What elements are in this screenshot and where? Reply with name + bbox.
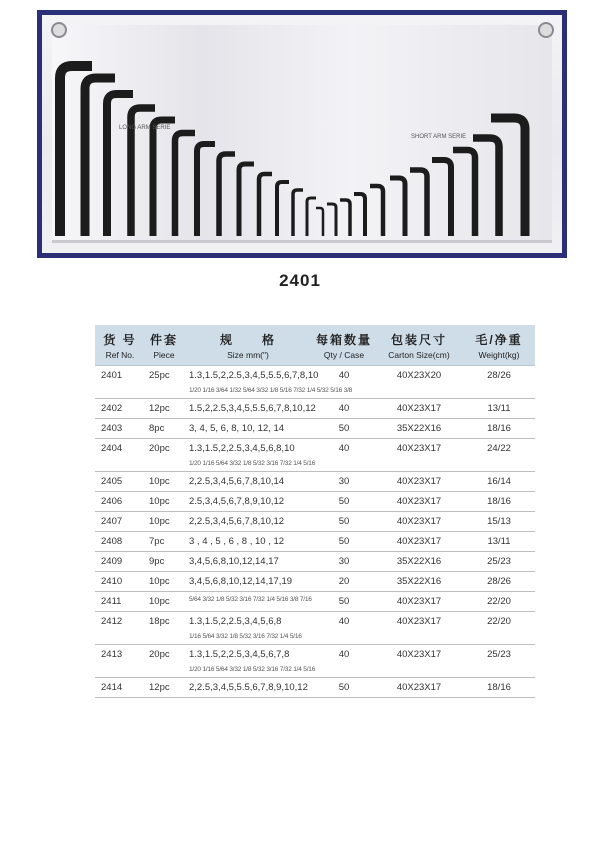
qty-case-cell: 50: [313, 512, 375, 532]
weight-cell: 18/16: [463, 678, 535, 698]
size-metric: 1.3,1.5,2,2.5,3,4,5,6,8,10: [189, 443, 295, 454]
size-metric: 2.5,3,4,5,6,7,8,9,10,12: [189, 496, 285, 507]
ref-no-cell: 2405: [95, 472, 145, 492]
size-cell: [183, 678, 313, 698]
size-metric: 1.3,1.5,2,2.5,3,4,5,6,7,8: [189, 649, 290, 660]
piece-cell: 7pc: [145, 532, 183, 552]
carton-size-cell: 40X23X17: [375, 678, 463, 698]
ref-no-cell: 2404: [95, 439, 145, 472]
size-metric: 1.3,1.5,2,2.5,3,4,5,6,8: [189, 616, 282, 627]
size-metric: 2,2.5,3,4,5,6,7,8,10,12: [189, 516, 285, 527]
qty-case-cell: 40: [313, 366, 375, 399]
size-metric: 1.3,1.5,2,2.5,3,4,5,5.5,6,7,8,10: [189, 370, 319, 381]
table-row: [95, 592, 535, 612]
column-header-en: Ref No.: [105, 349, 135, 360]
size-metric: 3,4,5,6,8,10,12,14,17,19: [189, 576, 293, 587]
weight-cell: 28/26: [463, 572, 535, 592]
column-header-weight: [463, 325, 535, 366]
column-header-cn: 每箱数量: [315, 332, 372, 347]
qty-case-cell: 50: [313, 592, 375, 612]
carton-size-cell: 40X23X17: [375, 645, 463, 678]
qty-case-cell: 50: [313, 532, 375, 552]
piece-cell: 12pc: [145, 399, 183, 419]
size-cell: [183, 512, 313, 532]
weight-cell: 18/16: [463, 492, 535, 512]
carton-size-cell: 40X23X17: [375, 492, 463, 512]
ref-no-cell: 2407: [95, 512, 145, 532]
size-metric: 3 , 4 , 5 , 6 , 8 , 10 , 12: [189, 536, 285, 547]
table-row: [95, 552, 535, 572]
column-header-cn: 包装尺寸: [390, 332, 447, 347]
weight-cell: 25/23: [463, 552, 535, 572]
qty-case-cell: 50: [313, 678, 375, 698]
column-header-en: Weight(kg): [478, 349, 520, 360]
weight-cell: 28/26: [463, 366, 535, 399]
carton-size-cell: 35X22X16: [375, 572, 463, 592]
qty-case-cell: 40: [313, 645, 375, 678]
size-metric: 3,4,5,6,8,10,12,14,17: [189, 556, 279, 567]
qty-case-cell: 30: [313, 552, 375, 572]
hex-key-shape: [453, 150, 475, 236]
qty-case-cell: 20: [313, 572, 375, 592]
table-body: [95, 366, 535, 698]
ref-no-cell: 2410: [95, 572, 145, 592]
ref-no-cell: 2414: [95, 678, 145, 698]
column-header-cn: 毛/净重: [475, 332, 523, 347]
size-cell: [183, 472, 313, 492]
table-row: [95, 645, 535, 678]
column-header-cn: 货 号: [103, 332, 137, 347]
weight-cell: 25/23: [463, 645, 535, 678]
hex-key-shape: [175, 133, 195, 236]
hex-key-shape: [293, 190, 303, 236]
size-inch-fractions: 5/64 3/32 1/8 5/32 3/16 7/32 1/4 5/16 3/8 7/16: [189, 596, 312, 603]
carton-size-cell: 40X23X20: [375, 366, 463, 399]
table-row: [95, 512, 535, 532]
ref-no-cell: 2408: [95, 532, 145, 552]
hex-key-shape: [316, 208, 323, 236]
piece-cell: 10pc: [145, 492, 183, 512]
size-cell: [183, 572, 313, 592]
size-cell: [183, 645, 316, 678]
carton-size-cell: 40X23X17: [375, 472, 463, 492]
piece-cell: 10pc: [145, 592, 183, 612]
ref-no-cell: 2406: [95, 492, 145, 512]
spec-table: [95, 325, 535, 698]
table-row: [95, 678, 535, 698]
size-metric: 2,2.5,3,4,5,5.5,6,7,8,9,10,12: [189, 682, 308, 693]
piece-cell: 20pc: [145, 645, 183, 678]
column-header-cn: 规 格: [219, 332, 276, 347]
carton-size-cell: 40X23X17: [375, 399, 463, 419]
hex-keys-illustration: [33, 8, 573, 260]
product-photo: [33, 8, 573, 260]
qty-case-cell: 30: [313, 472, 375, 492]
ref-no-cell: 2401: [95, 366, 145, 399]
hex-key-shape: [277, 182, 289, 236]
qty-case-cell: 40: [313, 399, 375, 419]
piece-cell: 10pc: [145, 472, 183, 492]
table-row: [95, 439, 535, 472]
hex-key-shape: [327, 204, 336, 236]
hex-key-shape: [354, 194, 365, 236]
piece-cell: 10pc: [145, 572, 183, 592]
pouch-label-short: SHORT ARM SERIE: [411, 134, 467, 140]
hex-key-shape: [340, 200, 350, 236]
column-header-carton-size: [375, 325, 463, 366]
pouch-label-long: LONG ARM SERIE: [119, 125, 171, 131]
hex-key-shape: [197, 144, 215, 236]
weight-cell: 15/13: [463, 512, 535, 532]
table-row: [95, 419, 535, 439]
carton-size-cell: 35X22X16: [375, 552, 463, 572]
ref-no-cell: 2402: [95, 399, 145, 419]
carton-size-cell: 40X23X17: [375, 612, 463, 645]
piece-cell: 20pc: [145, 439, 183, 472]
table-header-row: [95, 325, 535, 366]
carton-size-cell: 35X22X16: [375, 419, 463, 439]
weight-cell: 18/16: [463, 419, 535, 439]
piece-cell: 18pc: [145, 612, 183, 645]
size-cell: [183, 532, 313, 552]
table-row: [95, 366, 535, 399]
size-metric: 3, 4, 5, 6, 8, 10, 12, 14: [189, 423, 285, 434]
qty-case-cell: 50: [313, 419, 375, 439]
qty-case-cell: 50: [313, 492, 375, 512]
column-header-en: Carton Size(cm): [388, 349, 450, 360]
weight-cell: 22/20: [463, 592, 535, 612]
hex-key-shape: [259, 174, 272, 236]
piece-cell: 12pc: [145, 678, 183, 698]
carton-size-cell: 40X23X17: [375, 512, 463, 532]
weight-cell: 22/20: [463, 612, 535, 645]
column-header-size: [183, 325, 313, 366]
ref-no-cell: 2412: [95, 612, 145, 645]
ref-no-cell: 2411: [95, 592, 145, 612]
column-header-qty-case: [313, 325, 375, 366]
weight-cell: 13/11: [463, 532, 535, 552]
qty-case-cell: 40: [313, 439, 375, 472]
size-cell: [183, 492, 313, 512]
size-cell: [183, 612, 313, 645]
model-title: 2401: [279, 271, 321, 290]
piece-cell: 25pc: [145, 366, 183, 399]
size-metric: 2,2.5,3,4,5,6,7,8,10,14: [189, 476, 285, 487]
piece-cell: 8pc: [145, 419, 183, 439]
size-inch-fractions: 1/20 1/16 5/64 3/32 1/8 5/32 3/16 7/32 1/4 5/16: [189, 460, 316, 467]
weight-cell: 24/22: [463, 439, 535, 472]
column-header-piece: [145, 325, 183, 366]
table-row: [95, 572, 535, 592]
table-row: [95, 492, 535, 512]
piece-cell: 9pc: [145, 552, 183, 572]
size-metric: 1.5,2,2.5,3,4,5,5.5,6,7,8,10,12: [189, 403, 316, 414]
table-row: [95, 612, 535, 645]
hex-key-shape: [219, 154, 235, 236]
column-header-cn: 件套: [149, 332, 178, 347]
column-header-en: Size mm("): [227, 349, 269, 360]
piece-cell: 10pc: [145, 512, 183, 532]
qty-case-cell: 40: [313, 612, 375, 645]
hex-key-shape: [239, 164, 254, 236]
hex-key-shape: [153, 120, 175, 236]
hex-key-shape: [307, 198, 316, 236]
hex-key-shape: [370, 186, 383, 236]
size-inch-fractions: 1/16 5/64 3/32 1/8 5/32 3/16 7/32 1/4 5/16: [189, 633, 302, 640]
ref-no-cell: 2403: [95, 419, 145, 439]
table-row: [95, 472, 535, 492]
size-cell: [183, 552, 313, 572]
ref-no-cell: 2409: [95, 552, 145, 572]
carton-size-cell: 40X23X17: [375, 439, 463, 472]
column-header-en: Qty / Case: [323, 349, 365, 360]
size-cell: [183, 419, 313, 439]
size-inch-fractions: 1/20 1/16 5/64 3/32 1/8 5/32 3/16 7/32 1/4 5/16: [189, 666, 316, 673]
column-header-en: Piece: [153, 349, 175, 360]
hex-key-shape: [432, 160, 451, 236]
carton-size-cell: 40X23X17: [375, 532, 463, 552]
hex-key-shape: [390, 178, 405, 236]
carton-size-cell: 40X23X17: [375, 592, 463, 612]
ref-no-cell: 2413: [95, 645, 145, 678]
hex-key-shape: [410, 170, 427, 236]
table-row: [95, 532, 535, 552]
size-cell: [183, 399, 316, 419]
size-inch-fractions: 1/20 1/16 3/64 1/32 5/64 3/32 1/8 5/16 7/32 1/4 5/32 5/16 3/8: [189, 387, 353, 394]
column-header-ref-no: [95, 325, 145, 366]
weight-cell: 16/14: [463, 472, 535, 492]
size-cell: [183, 439, 316, 472]
weight-cell: 13/11: [463, 399, 535, 419]
size-cell: [183, 592, 313, 612]
table-row: [95, 399, 535, 419]
